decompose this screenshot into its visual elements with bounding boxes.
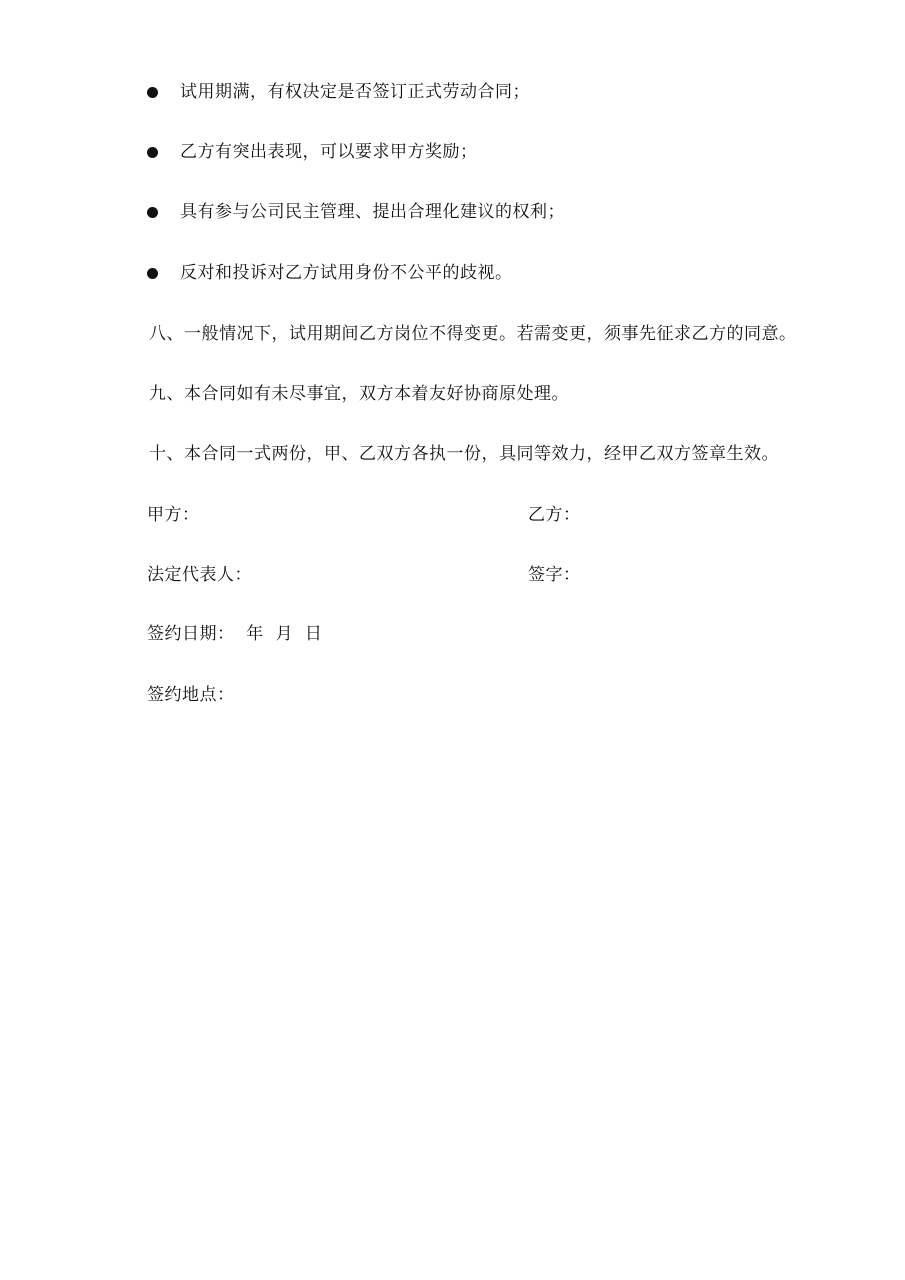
bullet-dot-icon: [147, 268, 158, 279]
party-b-label: 乙方：: [528, 505, 581, 525]
bullet-text: 乙方有突出表现，可以要求甲方奖励；: [180, 142, 478, 162]
signing-place-label: 签约地点：: [147, 685, 235, 705]
clause-eight: 八、一般情况下，试用期间乙方岗位不得变更。若需变更，须事先征求乙方的同意。: [149, 324, 797, 344]
bullet-dot-icon: [147, 87, 158, 98]
bullet-text: 反对和投诉对乙方试用身份不公平的歧视。: [180, 263, 513, 283]
bullet-item: [147, 80, 530, 104]
bullet-item: [147, 200, 565, 224]
signing-date-label: 签约日期： 年 月 日: [147, 624, 323, 644]
bullet-text: 具有参与公司民主管理、提出合理化建议的权利；: [180, 202, 565, 222]
bullet-item: [147, 261, 513, 285]
bullet-dot-icon: [147, 147, 158, 158]
signature-label: 签字：: [528, 565, 581, 585]
legal-representative-label: 法定代表人：: [147, 565, 252, 585]
clause-nine: 九、本合同如有未尽事宜，双方本着友好协商原处理。: [149, 384, 569, 404]
bullet-text: 试用期满，有权决定是否签订正式劳动合同；: [180, 82, 530, 102]
party-a-label: 甲方：: [147, 505, 200, 525]
bullet-dot-icon: [147, 207, 158, 218]
bullet-item: [147, 140, 478, 164]
clause-ten: 十、本合同一式两份，甲、乙双方各执一份，具同等效力，经甲乙双方签章生效。: [149, 444, 779, 464]
